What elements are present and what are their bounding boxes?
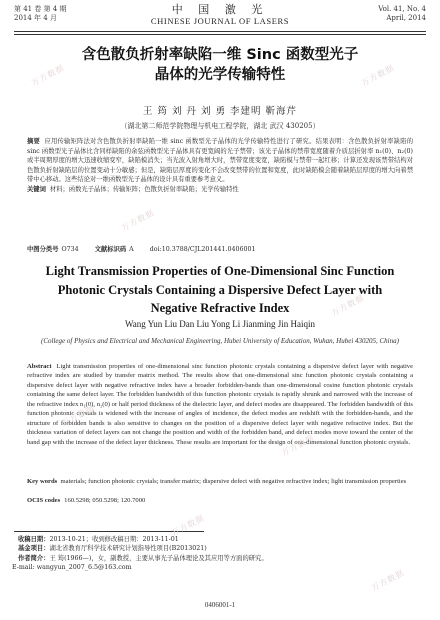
watermark: 万方数据 (369, 568, 407, 593)
cn-abstract-text: 应用传输矩阵法对含色散负折射率缺陷一维 sinc 函数型光子晶体的光学传输特性进行了研究。结果表明：含色散负折射率缺陷的 sinc 函数型光子晶体比含同样缺陷的余弦函数型光子晶体具有更宽阔的光子禁带；该光子晶体的禁带宽度随着介质层折射率 n₁(0)、n₂(0)或半周期厚度的增大迅速收缩变窄，缺陷模消失；当光波入射角增大时，禁带宽度变宽，缺陷模与禁带一起红移；计算还发现该禁带结构对色散负折射缺陷层的位置变动十分敏感；但是，缺陷层厚度的变化不会改变禁带的位置和宽度，此时缺陷模会随着缺陷层厚度的增大向着禁带中心移动。这些结论对一维函数型光子晶体的设计具有重要参考意义。 (27, 138, 413, 184)
cn-title-line-2: 晶体的光学传输特性 (154, 67, 286, 83)
watermark: 万方数据 (119, 208, 157, 233)
volume-issue-en: Vol. 41, No. 4 (378, 5, 426, 13)
cn-title-line-1: 含色散负折射率缺陷一维 Sinc 函数型光子 (81, 47, 359, 63)
doi-link[interactable]: 10.3788/CJL201441.0406001 (161, 246, 256, 253)
footnotes (12, 535, 422, 572)
author-bio (18, 554, 422, 563)
en-authors: Wang Yun Liu Dan Liu Yong Li Jianming Jin Haiqin (125, 319, 315, 329)
cn-affiliation: （湖北第二师范学院物理与机电工程学院，湖北 武汉 430205） (120, 122, 320, 130)
doc-code-label: 文献标识码 (94, 246, 127, 253)
doi-label: doi: (149, 246, 162, 253)
watermark: 万方数据 (279, 433, 317, 458)
issue-date: 2014 年 4 月 (14, 14, 57, 22)
received-date (18, 535, 422, 544)
en-abstract-text: Light transmission properties of one-dimensional sinc function photonic crystals containing a dispersive defect layer with negative refractive index are studied by transfer matrix method. The results show that one-dimensional sinc function photonic crystals containing a dispersive defect layer with negative refractive index have a broader forbidden-bands than one-dimensional cosine function photonic crystals containing the same defect layer. The forbidden bandwidth of this function photonic crystals is rapidly shrunk and narrowed with the increase of the refractive index n₁(0), n₂(0) or half period thickness of the dielectric layer, and defect modes are disappeared. The forbidden bandwidth of this function photonic crystals is widened with the increase of angles of incidence, the defect modes are redshift with the forbidden-bands, and the structure of forbidden bands is also sensitive to changes on the position of a dispersive defect layer with negative refractive index. But the thickness variation of defect layers can not change the position and width of the forbidden band, and defect modes move toward the center of the band gap with the increase of the defect layer thickness. These results are important for the design of one-dimensional function photonic crystals. (27, 363, 413, 446)
en-title (20, 262, 420, 318)
watermark: 万方数据 (329, 293, 367, 318)
cn-authors: 王 筠 刘 丹 刘 勇 李建明 靳海芹 (142, 106, 298, 117)
author-bio-label: 作者简介： (18, 554, 50, 562)
en-title-line-1: Light Transmission Properties of One-Dimensional Sinc Function (45, 264, 395, 278)
en-title-line-2: Photonic Crystals Containing a Dispersive Defect Layer with (57, 282, 383, 297)
en-title-line-3: Negative Refractive Index (150, 301, 290, 315)
doc-code-value: A (129, 246, 134, 253)
issue-info-en (378, 5, 426, 23)
volume-issue: 第 41 卷 第 4 期 (14, 5, 67, 13)
author-bio-value: 王 筠(1966—)，女，副教授，主要从事光子晶体理论及其应用等方面的研究。 (49, 554, 268, 562)
header-rule-thin (14, 34, 426, 35)
classification-line (27, 245, 413, 254)
en-keywords-text: materials; function photonic crystals; transfer matrix; dispersive defect with negative refractive index; light transmission properties (60, 478, 407, 485)
received-label: 收稿日期： (18, 536, 50, 543)
ocis-value: 160.5298; 050.5298; 120.7000 (64, 497, 146, 504)
cn-abstract-label: 摘要 (27, 138, 41, 145)
header-rule-thick (14, 31, 426, 32)
page-number: 0406001-1 (204, 601, 236, 609)
cn-keywords-label: 关键词 (27, 185, 46, 193)
en-affiliation: (College of Physics and Electrical and Mechanical Engineering, Hubei University of Education, Wuhan, Hubei 430205, China) (41, 337, 399, 345)
fund-label: 基金项目： (18, 545, 50, 553)
watermark: 万方数据 (359, 63, 397, 88)
cn-keywords (27, 185, 413, 195)
fund-value: 湖北省教育厅科学技术研究计划指导性项目(B2013021) (49, 545, 207, 553)
watermark: 万方数据 (169, 513, 207, 538)
journal-name (14, 4, 426, 26)
watermark: 万方数据 (29, 63, 67, 88)
journal-header (14, 5, 426, 31)
cn-keywords-text: 材料；函数光子晶体；传输矩阵；色散负折射率缺陷；光学传输特性 (49, 185, 239, 193)
clc-label: 中图分类号 (27, 246, 59, 253)
ocis-label: OCIS codes (27, 497, 61, 504)
clc-value: O734 (61, 246, 79, 253)
watermark: 万方数据 (59, 403, 97, 428)
en-keywords (27, 477, 413, 486)
en-keywords-label: Key words (27, 478, 58, 485)
cn-abstract (27, 137, 413, 195)
ocis-codes (27, 496, 413, 505)
received-value: 2013-10-21；收到修改稿日期：2013-11-01 (49, 536, 179, 543)
author-email[interactable]: E-mail: wangyun_2007_6.5@163.com (12, 563, 132, 571)
journal-name-cn: 中 国 激 光 (171, 3, 269, 16)
fund-info (18, 544, 422, 553)
en-abstract-label: Abstract (27, 363, 52, 370)
issue-date-en: April, 2014 (386, 14, 426, 22)
journal-name-en: CHINESE JOURNAL OF LASERS (150, 16, 290, 26)
